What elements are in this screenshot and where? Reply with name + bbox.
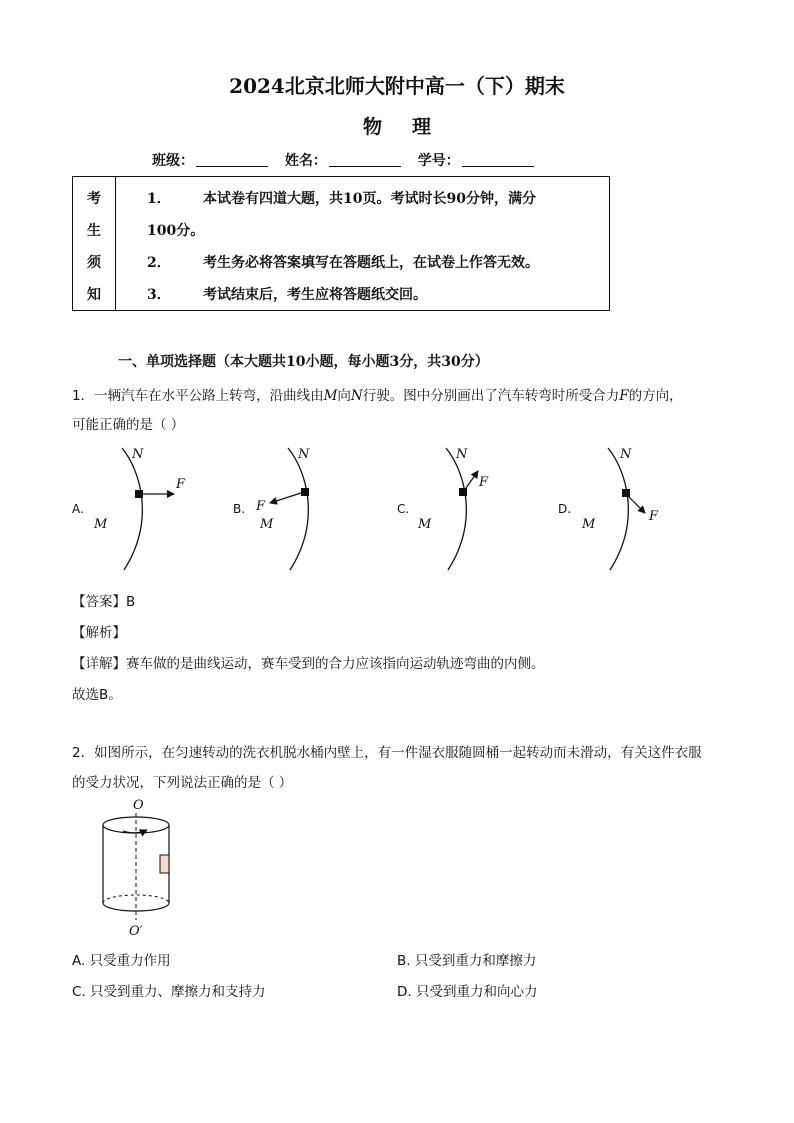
- force-arrow: [466, 471, 478, 488]
- label-m: M: [260, 517, 274, 532]
- label-m: M: [94, 517, 108, 532]
- q1-analysis-tag: 【解析】: [72, 625, 126, 641]
- q1-detail: 【详解】赛车做的是曲线运动，赛车受到的合力应该指向运动轨迹弯曲的内侧。: [72, 656, 545, 672]
- label-n: N: [132, 447, 144, 462]
- label-f: F: [479, 475, 489, 490]
- notice-item: 2． 考生务必将答案填写在答题纸上，在试卷上作答无效。: [147, 255, 539, 271]
- q1-answer: 【答案】B: [72, 594, 136, 610]
- option-label: A.: [72, 502, 84, 516]
- q2-cylinder-figure: [95, 795, 195, 940]
- car-block: [301, 488, 309, 496]
- label-n: N: [298, 447, 310, 462]
- label-f: F: [649, 509, 659, 524]
- notice-item: 1． 本试卷有四道大题，共10页。考试时长90分钟，满分: [147, 191, 536, 207]
- label-f: F: [176, 477, 186, 492]
- notice-side-char: 须: [87, 255, 101, 271]
- q1-conclusion: 故选B。: [72, 687, 122, 703]
- q1-figures: [60, 440, 750, 580]
- label-f: F: [256, 499, 266, 514]
- q2-option-d: D. 只受到重力和向心力: [397, 984, 538, 1000]
- option-label: D.: [558, 502, 572, 516]
- q2-option-a: A. 只受重力作用: [72, 953, 171, 969]
- notice-side-label: [73, 177, 116, 310]
- option-label: C.: [397, 502, 410, 516]
- label-n: N: [620, 447, 632, 462]
- subject-title: 物理: [362, 116, 461, 138]
- axis-top-label: O: [133, 798, 144, 813]
- label-n: N: [456, 447, 468, 462]
- q1-figure-b: [233, 447, 310, 570]
- exam-notice-box: [72, 176, 610, 311]
- q2-option-c: C. 只受到重力、摩擦力和支持力: [72, 984, 266, 1000]
- car-block: [622, 489, 630, 497]
- q1-figure-c: [397, 447, 489, 570]
- q1-figure-d: [558, 447, 659, 570]
- q1-stem-line1: 1．一辆汽车在水平公路上转弯，沿曲线由M向N行驶。图中分别画出了汽车转弯时所受合力F的方向，: [72, 388, 683, 404]
- notice-side-char: 生: [87, 223, 101, 239]
- name-blank: [329, 152, 401, 167]
- trajectory-curve: [122, 448, 142, 570]
- trajectory-curve: [288, 448, 308, 570]
- student-info-line: [152, 150, 546, 170]
- section-heading: 一、单项选择题（本大题共10小题，每小题3分，共30分）: [118, 354, 489, 370]
- label-m: M: [418, 517, 432, 532]
- force-arrow: [270, 493, 301, 503]
- id-label: 学号：: [417, 153, 460, 169]
- q2-stem-line1: 2．如图所示，在匀速转动的洗衣机脱水桶内壁上，有一件湿衣服随圆桶一起转动而未滑动，有关这件衣服: [72, 745, 702, 761]
- car-block: [135, 490, 143, 498]
- notice-side-char: 知: [87, 287, 101, 303]
- notice-item: 3． 考试结束后，考生应将答题纸交回。: [147, 287, 427, 303]
- q2-option-b: B. 只受到重力和摩擦力: [397, 953, 537, 969]
- q1-figure-a: [72, 447, 186, 570]
- trajectory-curve: [608, 448, 628, 570]
- force-arrow: [629, 497, 645, 513]
- q2-stem-line2: 的受力状况，下列说法正确的是（ ）: [72, 775, 293, 791]
- trajectory-curve: [446, 448, 466, 570]
- option-label: B.: [233, 502, 246, 516]
- notice-side-char: 考: [87, 191, 101, 207]
- wet-clothes: [160, 855, 169, 873]
- id-blank: [462, 152, 534, 167]
- name-label: 姓名：: [284, 153, 327, 169]
- q1-stem-line2: 可能正确的是（ ）: [72, 417, 185, 433]
- label-m: M: [582, 517, 596, 532]
- axis-bottom-label: O′: [129, 924, 143, 939]
- class-blank: [196, 152, 268, 167]
- class-label: 班级：: [152, 153, 194, 169]
- car-block: [459, 488, 467, 496]
- page-title: 2024北京北师大附中高一（下）期末: [229, 74, 565, 98]
- notice-item: 100分。: [147, 223, 205, 239]
